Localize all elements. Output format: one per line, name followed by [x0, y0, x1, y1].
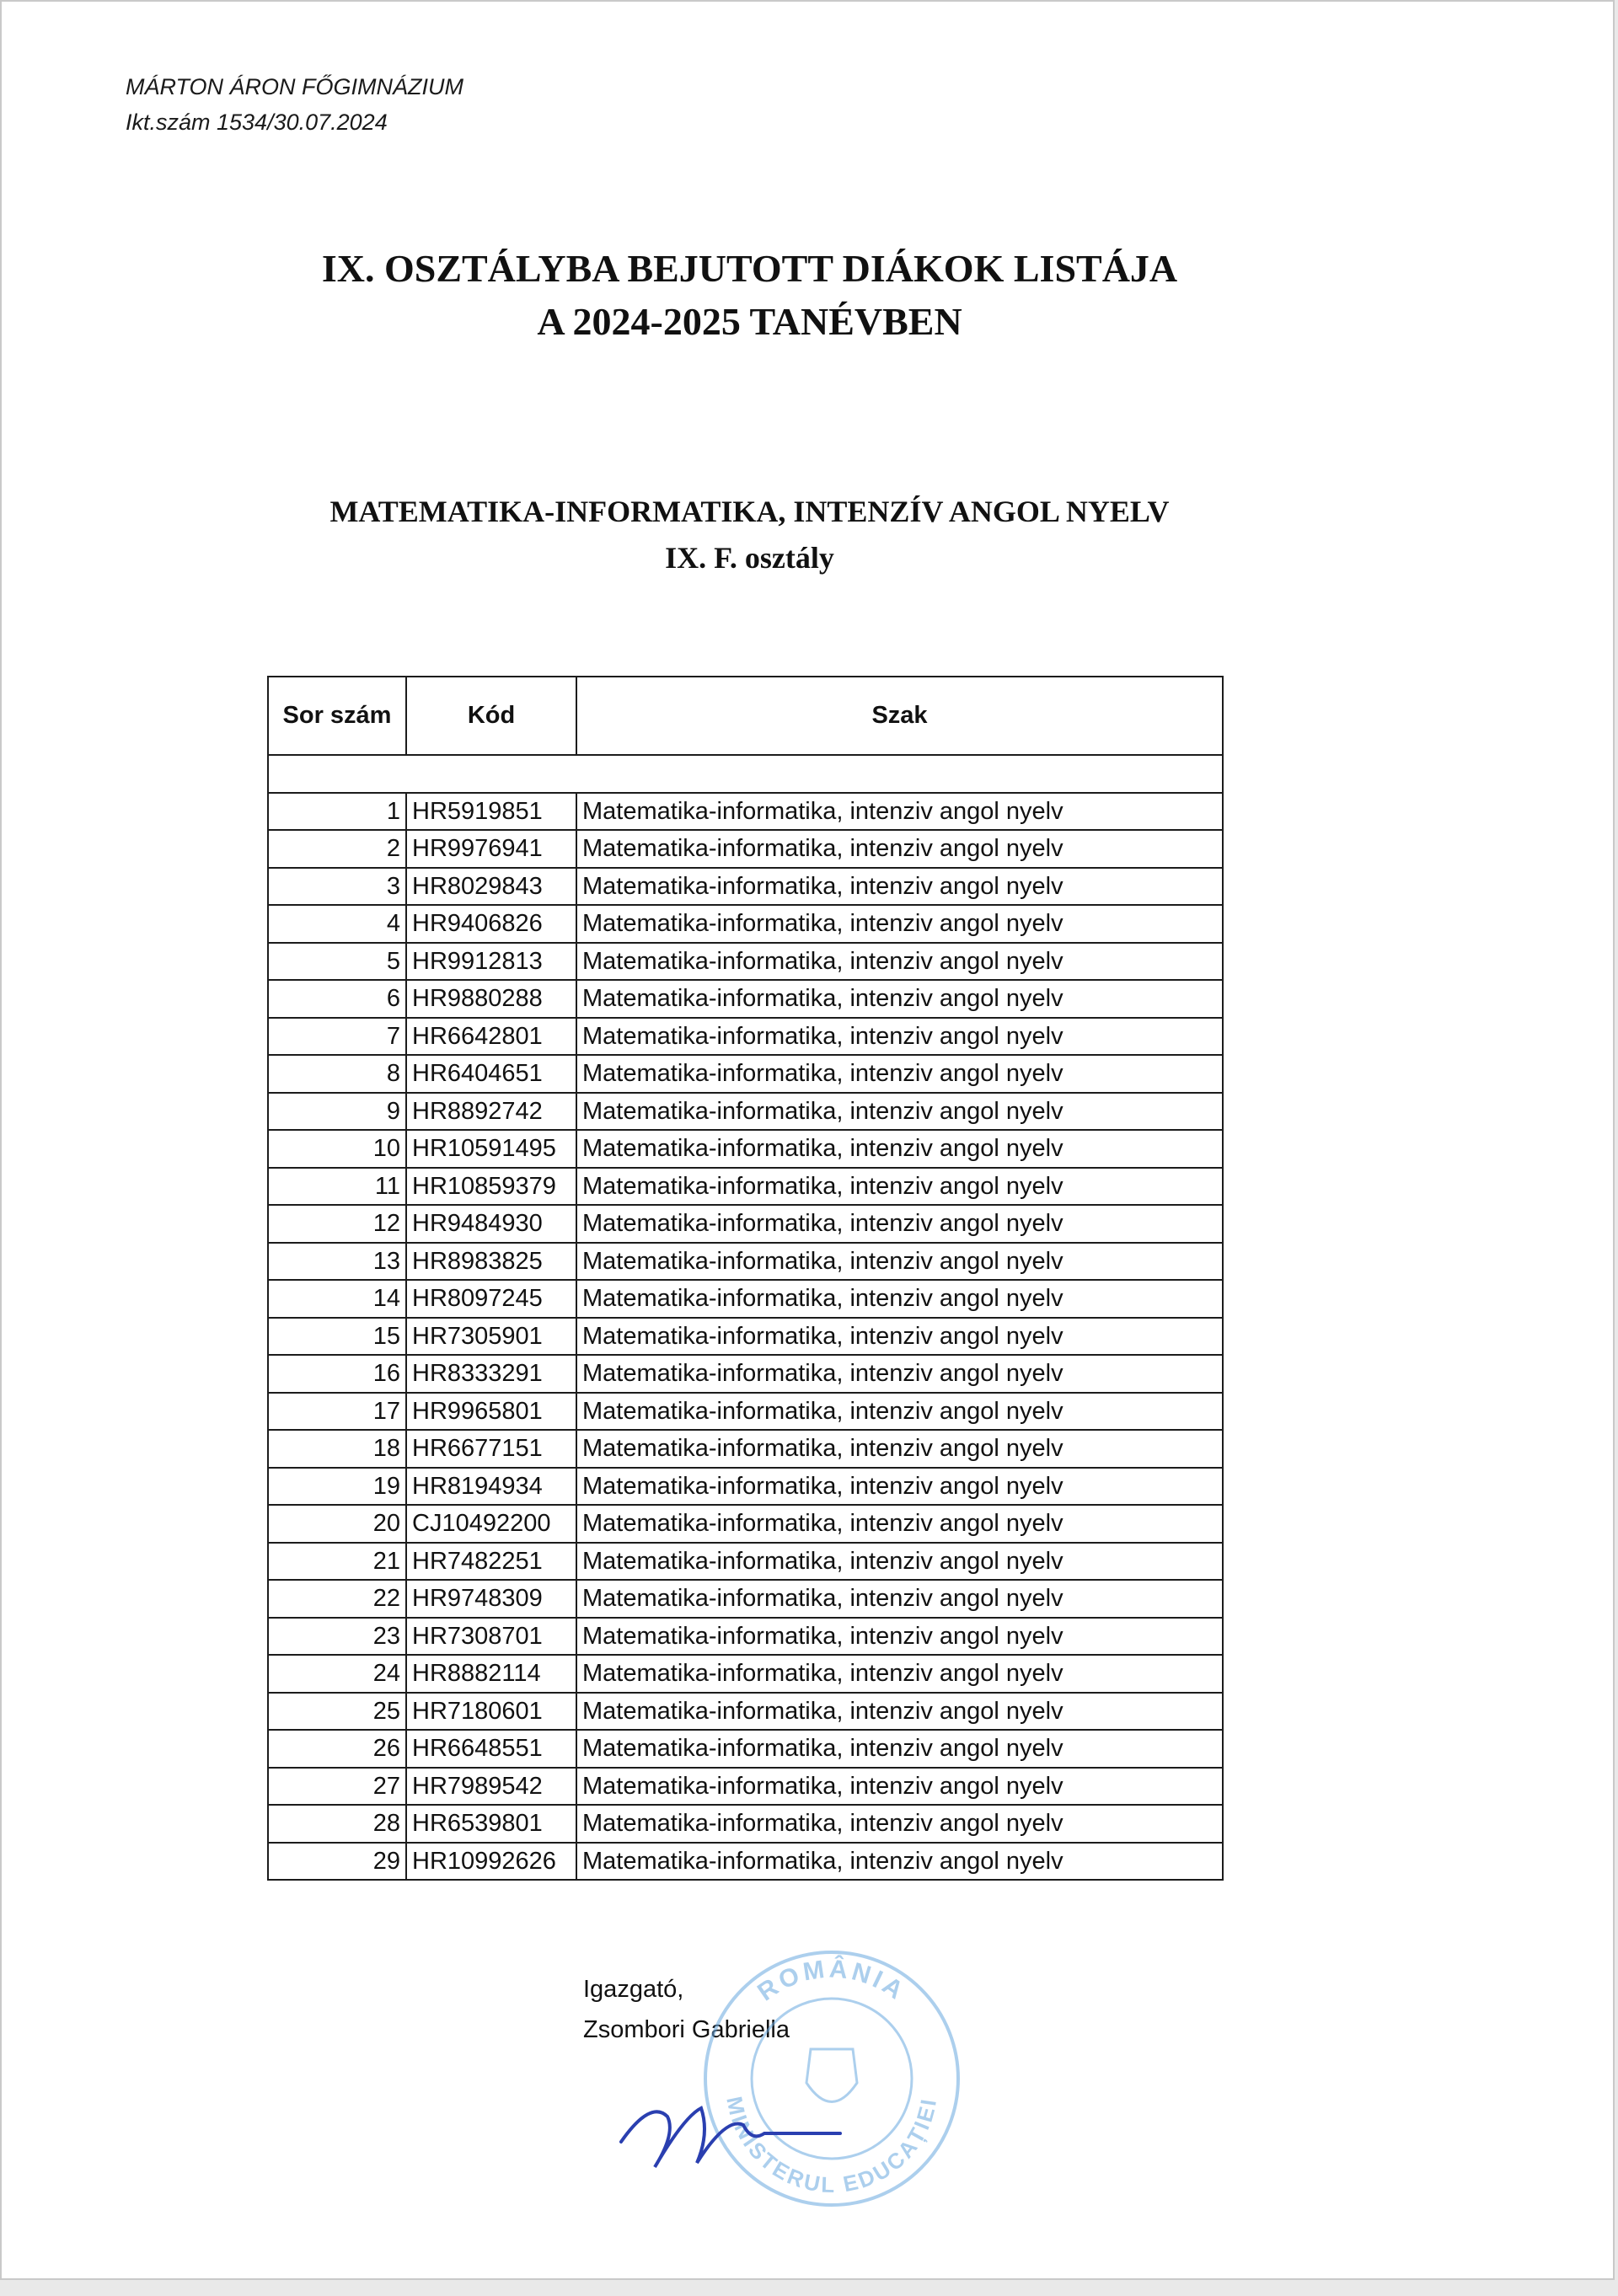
- table-row: [268, 1130, 1223, 1168]
- row-number: 5: [268, 943, 406, 981]
- school-name: MÁRTON ÁRON FŐGIMNÁZIUM: [126, 74, 464, 99]
- table-row: [268, 1318, 1223, 1356]
- registry-number: Ikt.szám 1534/30.07.2024: [126, 110, 388, 135]
- table-row: [268, 1768, 1223, 1806]
- header-code: Kód: [406, 677, 576, 755]
- row-code: HR9880288: [406, 980, 576, 1018]
- table-row: [268, 1280, 1223, 1318]
- row-szak: Matematika-informatika, intenziv angol nyelv: [576, 830, 1223, 868]
- row-code: HR10859379: [406, 1168, 576, 1206]
- row-szak: Matematika-informatika, intenziv angol nyelv: [576, 1618, 1223, 1656]
- row-szak: Matematika-informatika, intenziv angol nyelv: [576, 905, 1223, 943]
- title-line-1: IX. OSZTÁLYBA BEJUTOTT DIÁKOK LISTÁJA: [321, 247, 1178, 290]
- row-code: HR6539801: [406, 1805, 576, 1843]
- table-body: [268, 793, 1223, 1881]
- row-code: HR8892742: [406, 1093, 576, 1131]
- row-code: HR7308701: [406, 1618, 576, 1656]
- table-header-row: [268, 677, 1223, 755]
- row-number: 9: [268, 1093, 406, 1131]
- table-row: [268, 1843, 1223, 1881]
- row-code: HR8194934: [406, 1468, 576, 1506]
- row-szak: Matematika-informatika, intenziv angol nyelv: [576, 1468, 1223, 1506]
- row-number: 14: [268, 1280, 406, 1318]
- row-number: 24: [268, 1655, 406, 1693]
- table-row: [268, 1618, 1223, 1656]
- table-row: [268, 1393, 1223, 1431]
- row-code: HR8882114: [406, 1655, 576, 1693]
- table-row: [268, 1055, 1223, 1093]
- svg-text:ROMÂNIA: ROMÂNIA: [753, 1955, 911, 2007]
- table-row: [268, 793, 1223, 831]
- row-szak: Matematika-informatika, intenziv angol nyelv: [576, 1655, 1223, 1693]
- row-code: HR6677151: [406, 1430, 576, 1468]
- row-szak: Matematika-informatika, intenziv angol nyelv: [576, 1318, 1223, 1356]
- row-szak: Matematika-informatika, intenziv angol nyelv: [576, 1280, 1223, 1318]
- row-number: 17: [268, 1393, 406, 1431]
- row-number: 11: [268, 1168, 406, 1206]
- row-code: HR8097245: [406, 1280, 576, 1318]
- signature-name: Zsombori Gabriella: [583, 2016, 790, 2043]
- row-szak: Matematika-informatika, intenziv angol nyelv: [576, 1130, 1223, 1168]
- row-code: HR9912813: [406, 943, 576, 981]
- row-szak: Matematika-informatika, intenziv angol nyelv: [576, 1805, 1223, 1843]
- row-number: 27: [268, 1768, 406, 1806]
- table-row: [268, 1693, 1223, 1731]
- row-szak: Matematika-informatika, intenziv angol nyelv: [576, 1543, 1223, 1581]
- row-szak: Matematika-informatika, intenziv angol nyelv: [576, 1168, 1223, 1206]
- table-row: [268, 1580, 1223, 1618]
- row-szak: Matematika-informatika, intenziv angol nyelv: [576, 943, 1223, 981]
- row-code: HR7180601: [406, 1693, 576, 1731]
- row-number: 1: [268, 793, 406, 831]
- document-header: [126, 69, 463, 140]
- profile-name: MATEMATIKA-INFORMATIKA, INTENZÍV ANGOL NYELV: [329, 495, 1170, 528]
- row-number: 22: [268, 1580, 406, 1618]
- row-code: HR8333291: [406, 1355, 576, 1393]
- row-number: 23: [268, 1618, 406, 1656]
- row-number: 2: [268, 830, 406, 868]
- row-number: 6: [268, 980, 406, 1018]
- row-number: 12: [268, 1205, 406, 1243]
- table-row: [268, 1205, 1223, 1243]
- row-code: CJ10492200: [406, 1505, 576, 1543]
- title-line-2: A 2024-2025 TANÉVBEN: [537, 300, 962, 343]
- table-row: [268, 1243, 1223, 1281]
- row-code: HR6642801: [406, 1018, 576, 1056]
- row-szak: Matematika-informatika, intenziv angol nyelv: [576, 1693, 1223, 1731]
- row-code: HR9976941: [406, 830, 576, 868]
- row-szak: Matematika-informatika, intenziv angol nyelv: [576, 1843, 1223, 1881]
- class-name: IX. F. osztály: [665, 541, 834, 575]
- row-number: 8: [268, 1055, 406, 1093]
- row-code: HR9406826: [406, 905, 576, 943]
- row-code: HR9965801: [406, 1393, 576, 1431]
- students-table: [267, 676, 1224, 1881]
- row-code: HR6404651: [406, 1055, 576, 1093]
- table-row: [268, 1468, 1223, 1506]
- document-title: [2, 242, 1497, 348]
- row-number: 3: [268, 868, 406, 906]
- row-szak: Matematika-informatika, intenziv angol nyelv: [576, 1730, 1223, 1768]
- row-szak: Matematika-informatika, intenziv angol nyelv: [576, 1243, 1223, 1281]
- row-number: 7: [268, 1018, 406, 1056]
- row-code: HR10591495: [406, 1130, 576, 1168]
- header-spacer: [268, 755, 1223, 793]
- row-code: HR9484930: [406, 1205, 576, 1243]
- row-number: 21: [268, 1543, 406, 1581]
- table-row: [268, 868, 1223, 906]
- table-row: [268, 1430, 1223, 1468]
- row-code: HR7482251: [406, 1543, 576, 1581]
- table-row: [268, 1655, 1223, 1693]
- row-code: HR6648551: [406, 1730, 576, 1768]
- row-number: 28: [268, 1805, 406, 1843]
- row-number: 15: [268, 1318, 406, 1356]
- row-szak: Matematika-informatika, intenziv angol nyelv: [576, 1018, 1223, 1056]
- row-code: HR8983825: [406, 1243, 576, 1281]
- row-szak: Matematika-informatika, intenziv angol nyelv: [576, 1393, 1223, 1431]
- svg-text:MINISTERUL EDUCAȚIEI: MINISTERUL EDUCAȚIEI: [721, 2094, 942, 2198]
- table-row: [268, 830, 1223, 868]
- table-row: [268, 1168, 1223, 1206]
- table-row: [268, 980, 1223, 1018]
- table-row: [268, 1505, 1223, 1543]
- row-number: 19: [268, 1468, 406, 1506]
- row-number: 13: [268, 1243, 406, 1281]
- row-szak: Matematika-informatika, intenziv angol nyelv: [576, 793, 1223, 831]
- row-szak: Matematika-informatika, intenziv angol nyelv: [576, 1768, 1223, 1806]
- section-title: [2, 489, 1497, 581]
- row-code: HR10992626: [406, 1843, 576, 1881]
- row-szak: Matematika-informatika, intenziv angol nyelv: [576, 1055, 1223, 1093]
- row-szak: Matematika-informatika, intenziv angol nyelv: [576, 1430, 1223, 1468]
- table-row: [268, 1355, 1223, 1393]
- row-number: 16: [268, 1355, 406, 1393]
- row-code: HR8029843: [406, 868, 576, 906]
- row-number: 29: [268, 1843, 406, 1881]
- row-szak: Matematika-informatika, intenziv angol nyelv: [576, 1205, 1223, 1243]
- header-spacer-cell: [268, 755, 1223, 793]
- row-szak: Matematika-informatika, intenziv angol nyelv: [576, 1093, 1223, 1131]
- row-szak: Matematika-informatika, intenziv angol nyelv: [576, 1580, 1223, 1618]
- row-szak: Matematika-informatika, intenziv angol nyelv: [576, 980, 1223, 1018]
- row-code: HR7989542: [406, 1768, 576, 1806]
- table-row: [268, 1730, 1223, 1768]
- signature-role: Igazgató,: [583, 1976, 684, 2003]
- row-number: 18: [268, 1430, 406, 1468]
- row-code: HR9748309: [406, 1580, 576, 1618]
- row-szak: Matematika-informatika, intenziv angol nyelv: [576, 868, 1223, 906]
- row-number: 4: [268, 905, 406, 943]
- header-nr: Sor szám: [268, 677, 406, 755]
- table-row: [268, 1018, 1223, 1056]
- row-szak: Matematika-informatika, intenziv angol nyelv: [576, 1505, 1223, 1543]
- table-row: [268, 1805, 1223, 1843]
- row-szak: Matematika-informatika, intenziv angol nyelv: [576, 1355, 1223, 1393]
- table-row: [268, 943, 1223, 981]
- row-code: HR7305901: [406, 1318, 576, 1356]
- row-number: 25: [268, 1693, 406, 1731]
- row-number: 26: [268, 1730, 406, 1768]
- table-row: [268, 905, 1223, 943]
- row-code: HR5919851: [406, 793, 576, 831]
- row-number: 20: [268, 1505, 406, 1543]
- table-row: [268, 1543, 1223, 1581]
- header-szak: Szak: [576, 677, 1223, 755]
- table-row: [268, 1093, 1223, 1131]
- handwritten-signature: [617, 2083, 844, 2184]
- row-number: 10: [268, 1130, 406, 1168]
